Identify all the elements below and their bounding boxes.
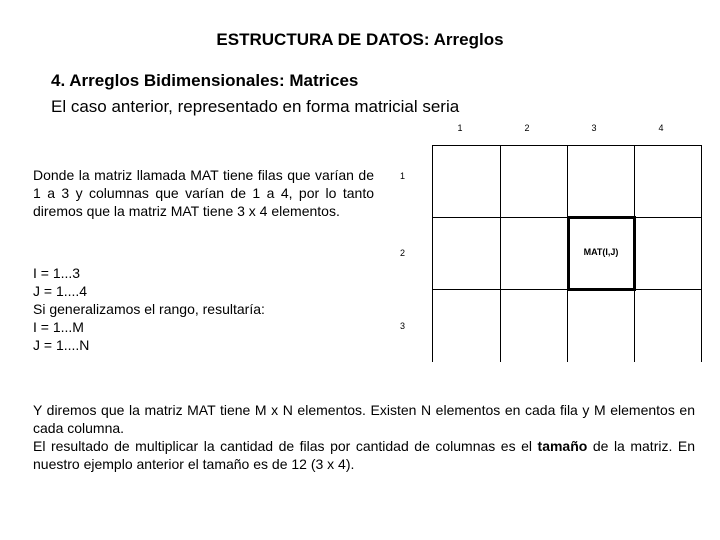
matrix-grid <box>432 145 702 362</box>
section-subheading: El caso anterior, representado en forma matricial seria <box>51 97 460 116</box>
bottom-line-2 <box>33 437 695 473</box>
bottom-line-2-start: El resultado de multiplicar la cantidad de filas por cantidad de columnas es el <box>33 438 538 454</box>
column-label-1: 1 <box>457 123 463 133</box>
range-line: Si generalizamos el rango, resultaría: <box>33 301 265 317</box>
highlighted-cell-label: MAT(I,J) <box>583 247 619 257</box>
row-label-3: 3 <box>400 321 406 331</box>
range-line: J = 1....4 <box>33 283 88 299</box>
range-line: I = 1...3 <box>33 265 81 281</box>
range-line: J = 1....N <box>33 337 90 353</box>
section-heading: 4. Arreglos Bidimensionales: Matrices <box>51 71 359 90</box>
column-label-4: 4 <box>658 123 664 133</box>
matrix-description: Donde la matriz llamada MAT tiene filas que varían de 1 a 3 y columnas que varían de 1 a 4, por lo tanto diremos que la matriz MAT tiene 3 x 4 elementos. <box>33 167 374 219</box>
row-label-1: 1 <box>400 171 406 181</box>
range-line: I = 1...M <box>33 319 84 335</box>
page-title: ESTRUCTURA DE DATOS: Arreglos <box>216 30 504 49</box>
bottom-paragraph <box>33 401 695 473</box>
bold-term-size: tamaño <box>537 438 588 454</box>
row-label-2: 2 <box>400 248 406 258</box>
bottom-line-2-end: de la matriz. En nuestro ejemplo anterior el tamaño es de 12 (3 x 4). <box>33 438 695 472</box>
range-list <box>33 264 265 354</box>
column-label-3: 3 <box>591 123 597 133</box>
bottom-line-1: Y diremos que la matriz MAT tiene M x N elementos. Existen N elementos en cada fila y M elementos en cada columna. <box>33 402 695 436</box>
column-label-2: 2 <box>524 123 530 133</box>
